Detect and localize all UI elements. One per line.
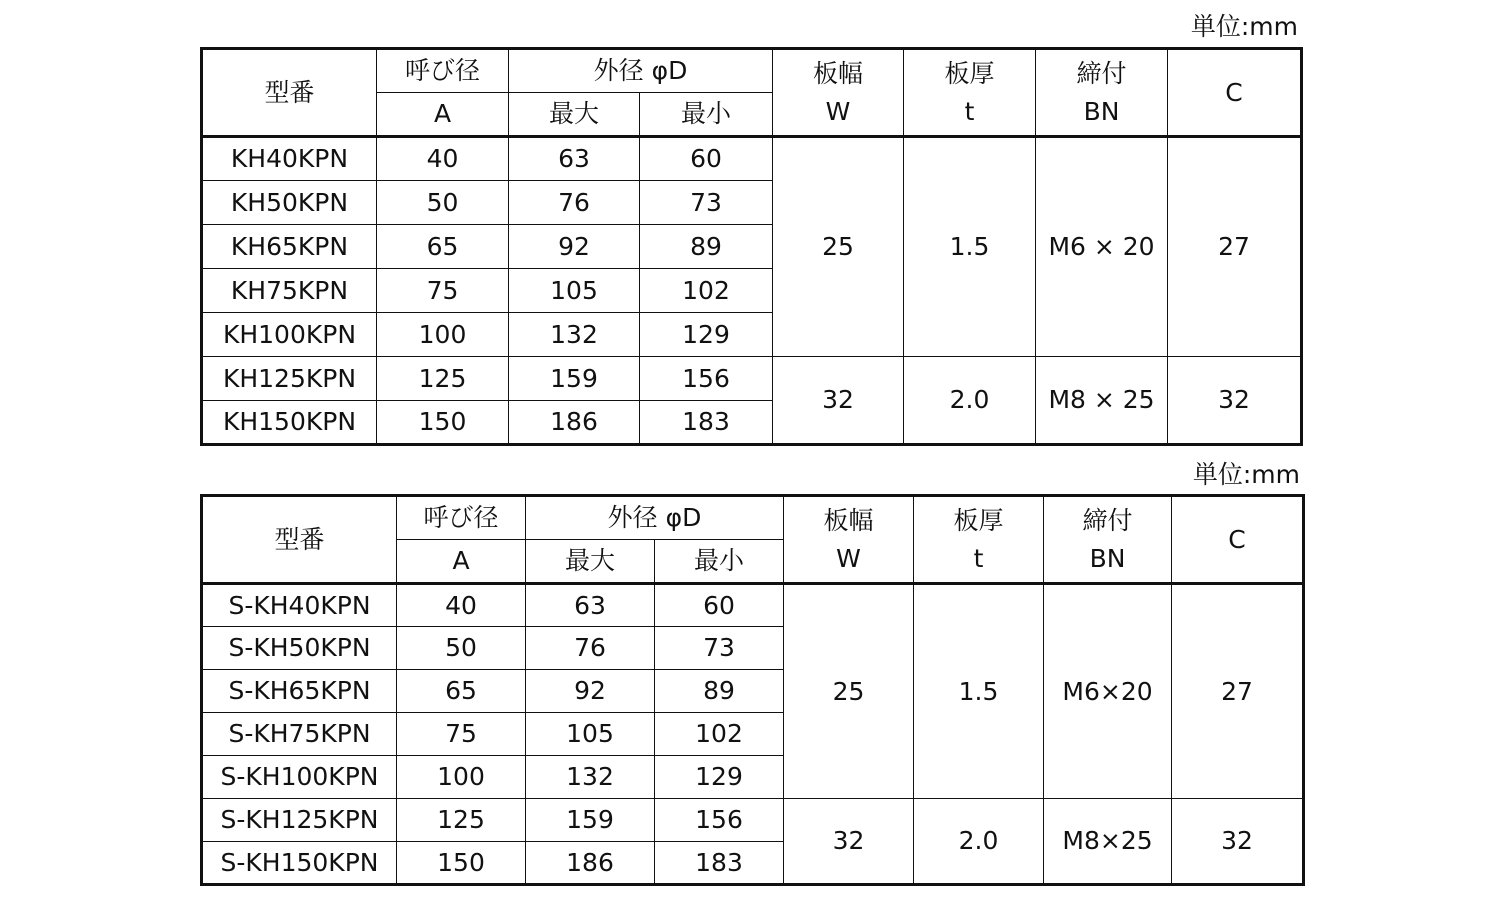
cell-min: 73	[640, 181, 773, 225]
cell-nominal: 100	[397, 756, 526, 799]
cell-nominal: 40	[397, 584, 526, 627]
header-c: C	[1168, 49, 1302, 137]
header-outer-diameter: 外径 φD	[526, 496, 784, 540]
cell-nominal: 75	[397, 713, 526, 756]
cell-min: 102	[655, 713, 784, 756]
header-nominal-symbol: A	[397, 540, 526, 584]
cell-max: 63	[509, 137, 640, 181]
cell-nominal: 50	[397, 627, 526, 670]
cell-min: 183	[640, 401, 773, 445]
cell-model: S-KH100KPN	[202, 756, 397, 799]
cell-model: S-KH75KPN	[202, 713, 397, 756]
header-max: 最大	[509, 93, 640, 137]
header-fastener-symbol: BN	[1083, 96, 1120, 126]
header-fastener-label: 締付	[1082, 505, 1133, 535]
header-min: 最小	[655, 540, 784, 584]
cell-plate-thickness: 2.0	[914, 799, 1044, 885]
cell-model: KH125KPN	[202, 357, 377, 401]
header-plate-thickness-label: 板厚	[944, 58, 995, 88]
header-max: 最大	[526, 540, 655, 584]
header-fastener-label: 締付	[1076, 58, 1127, 88]
cell-min: 156	[655, 799, 784, 842]
cell-nominal: 150	[397, 842, 526, 885]
header-min: 最小	[640, 93, 773, 137]
spec-table-kh	[200, 47, 1303, 446]
cell-min: 89	[655, 670, 784, 713]
header-plate-width	[773, 49, 904, 137]
cell-min: 129	[640, 313, 773, 357]
header-nominal: 呼び径	[397, 496, 526, 540]
cell-plate-thickness: 1.5	[914, 584, 1044, 799]
cell-plate-width: 32	[773, 357, 904, 445]
cell-model: S-KH125KPN	[202, 799, 397, 842]
header-fastener	[1044, 496, 1172, 584]
cell-max: 63	[526, 584, 655, 627]
cell-nominal: 75	[377, 269, 509, 313]
cell-model: KH150KPN	[202, 401, 377, 445]
cell-min: 183	[655, 842, 784, 885]
table-row	[202, 137, 1302, 181]
header-fastener-symbol: BN	[1089, 543, 1126, 573]
cell-c: 32	[1172, 799, 1304, 885]
cell-nominal: 40	[377, 137, 509, 181]
header-model: 型番	[202, 49, 377, 137]
cell-max: 105	[526, 713, 655, 756]
cell-model: KH40KPN	[202, 137, 377, 181]
cell-max: 132	[526, 756, 655, 799]
cell-fastener: M6 × 20	[1036, 137, 1168, 357]
cell-min: 89	[640, 225, 773, 269]
cell-max: 92	[526, 670, 655, 713]
unit-label: 単位:mm	[1192, 460, 1300, 489]
cell-max: 186	[526, 842, 655, 885]
header-plate-thickness	[904, 49, 1036, 137]
cell-fastener: M6×20	[1044, 584, 1172, 799]
header-plate-thickness	[914, 496, 1044, 584]
table-row	[202, 584, 1304, 627]
cell-max: 76	[526, 627, 655, 670]
cell-max: 92	[509, 225, 640, 269]
cell-plate-thickness: 1.5	[904, 137, 1036, 357]
spec-table-s-kh	[200, 494, 1305, 886]
cell-c: 32	[1168, 357, 1302, 445]
cell-max: 186	[509, 401, 640, 445]
cell-model: KH65KPN	[202, 225, 377, 269]
cell-min: 129	[655, 756, 784, 799]
header-model: 型番	[202, 496, 397, 584]
cell-plate-width: 25	[773, 137, 904, 357]
header-plate-thickness-label: 板厚	[953, 505, 1004, 535]
cell-max: 132	[509, 313, 640, 357]
cell-nominal: 50	[377, 181, 509, 225]
cell-model: S-KH65KPN	[202, 670, 397, 713]
unit-label: 単位:mm	[1190, 12, 1298, 41]
cell-nominal: 125	[397, 799, 526, 842]
cell-nominal: 65	[377, 225, 509, 269]
cell-nominal: 100	[377, 313, 509, 357]
header-c: C	[1172, 496, 1304, 584]
cell-model: S-KH40KPN	[202, 584, 397, 627]
cell-min: 156	[640, 357, 773, 401]
cell-plate-thickness: 2.0	[904, 357, 1036, 445]
cell-max: 159	[526, 799, 655, 842]
cell-model: KH50KPN	[202, 181, 377, 225]
cell-nominal: 150	[377, 401, 509, 445]
header-plate-width-symbol: W	[836, 543, 861, 573]
header-plate-width-label: 板幅	[813, 58, 864, 88]
cell-min: 73	[655, 627, 784, 670]
cell-fastener: M8×25	[1044, 799, 1172, 885]
header-plate-thickness-symbol: t	[964, 96, 975, 126]
header-nominal-symbol: A	[377, 93, 509, 137]
cell-fastener: M8 × 25	[1036, 357, 1168, 445]
cell-model: KH100KPN	[202, 313, 377, 357]
header-plate-thickness-symbol: t	[973, 543, 984, 573]
cell-max: 105	[509, 269, 640, 313]
cell-max: 159	[509, 357, 640, 401]
cell-min: 102	[640, 269, 773, 313]
table-row	[202, 357, 1302, 401]
cell-model: S-KH150KPN	[202, 842, 397, 885]
cell-plate-width: 25	[784, 584, 914, 799]
header-plate-width-label: 板幅	[823, 505, 874, 535]
header-plate-width-symbol: W	[825, 96, 851, 126]
cell-plate-width: 32	[784, 799, 914, 885]
table-row	[202, 799, 1304, 842]
cell-max: 76	[509, 181, 640, 225]
header-fastener	[1036, 49, 1168, 137]
header-plate-width	[784, 496, 914, 584]
cell-c: 27	[1168, 137, 1302, 357]
header-outer-diameter: 外径 φD	[509, 49, 773, 93]
cell-c: 27	[1172, 584, 1304, 799]
cell-nominal: 125	[377, 357, 509, 401]
cell-model: S-KH50KPN	[202, 627, 397, 670]
cell-min: 60	[655, 584, 784, 627]
cell-nominal: 65	[397, 670, 526, 713]
cell-min: 60	[640, 137, 773, 181]
header-nominal: 呼び径	[377, 49, 509, 93]
cell-model: KH75KPN	[202, 269, 377, 313]
